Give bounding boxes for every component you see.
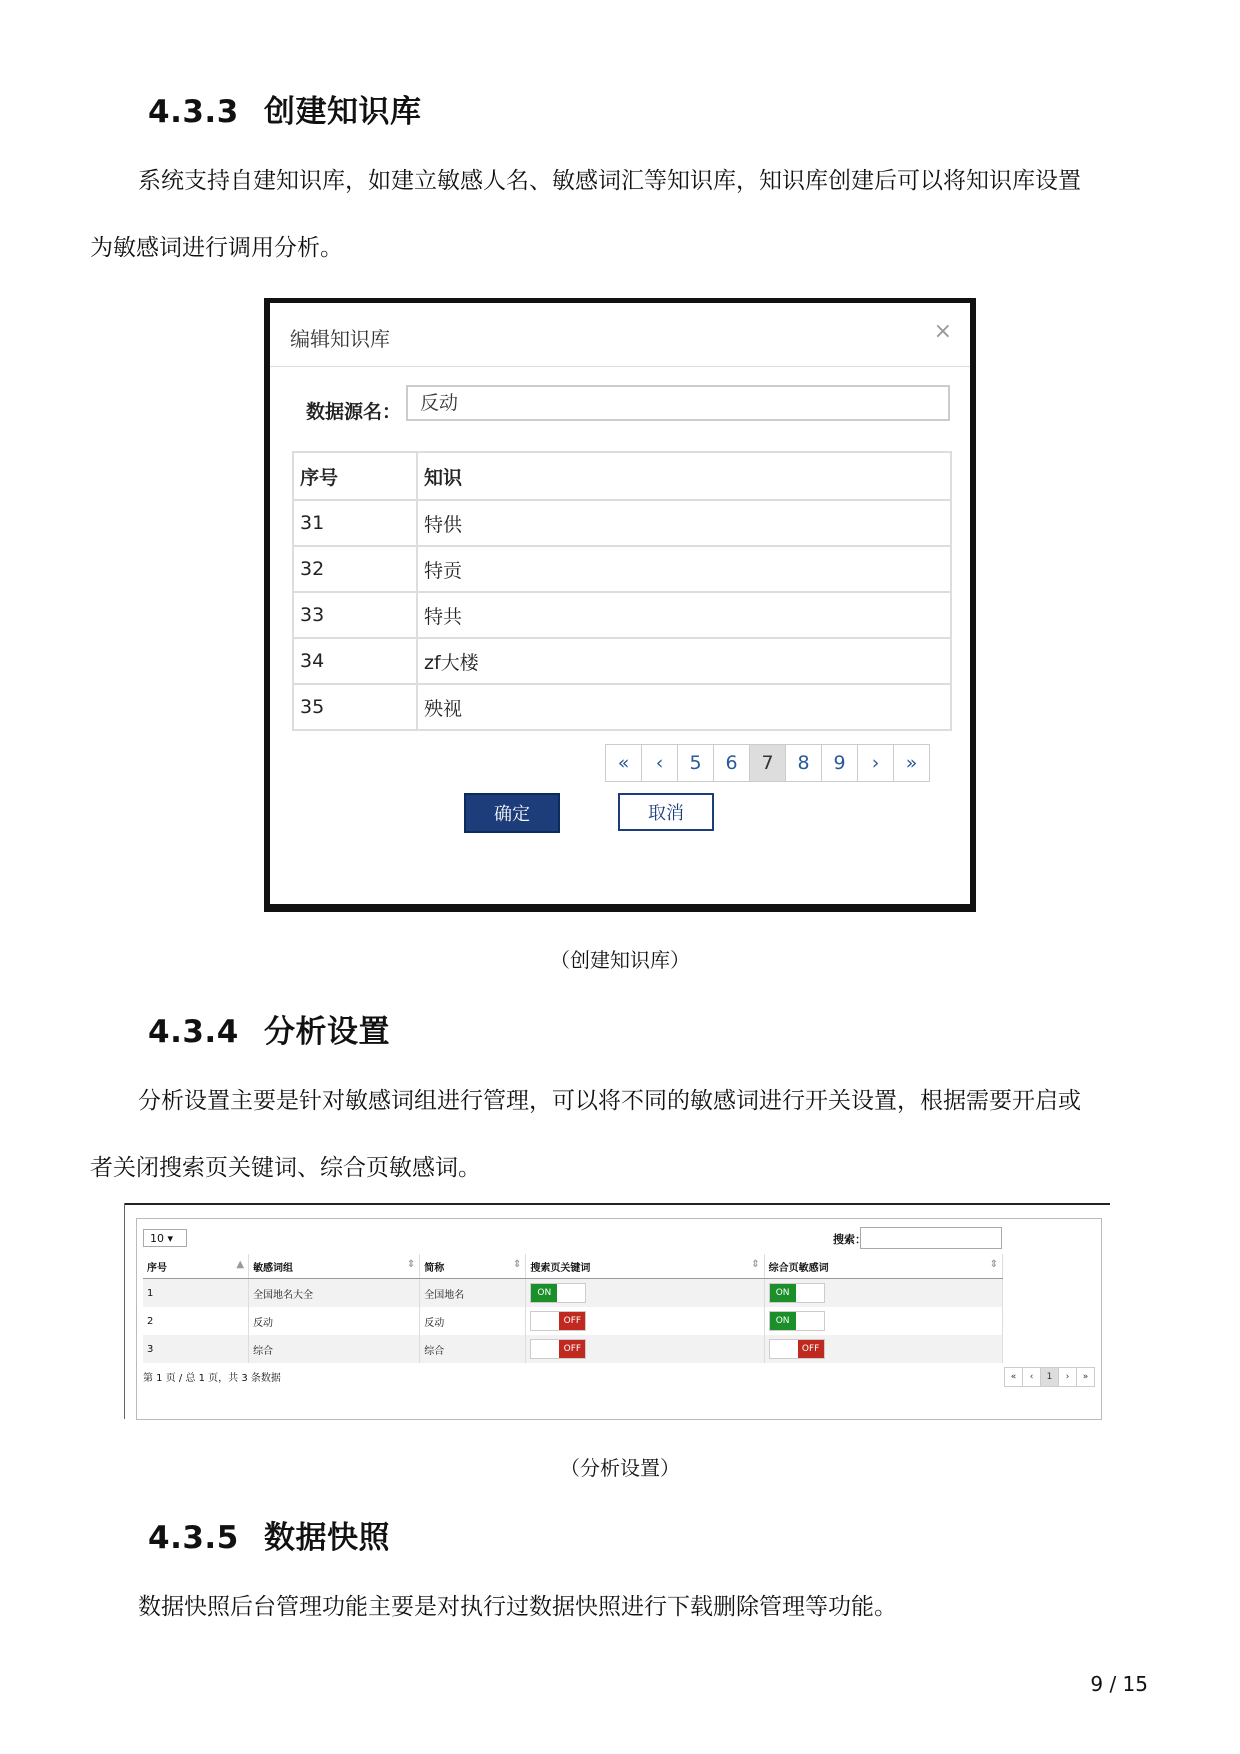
table-row [293,500,951,546]
cell-general-toggle [764,1307,1002,1335]
cell-index: 33 [293,592,417,638]
cell-index: 3 [143,1335,249,1363]
table-row [293,684,951,730]
table-row [143,1307,1003,1335]
pager-first-button[interactable]: « [606,745,642,781]
pager-last-button[interactable]: » [1082,1372,1089,1382]
cell-knowledge: 特贡 [417,546,951,592]
cell-knowledge: zf大楼 [417,638,951,684]
cell-short: 全国地名 [420,1279,526,1308]
pager-last-button[interactable]: » [905,752,918,774]
analysis-pagination [1004,1367,1095,1387]
source-name-label: 数据源名： [306,401,402,423]
figure-knowledge-dialog [264,298,976,912]
confirm-button[interactable]: 确定 [464,793,560,833]
figure-analysis-settings [124,1203,1110,1419]
general-sensitive-toggle[interactable]: OFF [769,1339,825,1359]
sort-icon: ⇕ [989,1258,998,1270]
pager-page-1-current[interactable]: 1 [1041,1368,1059,1386]
section-heading-4-3-3: 4.3.3 创建知识库 [148,94,422,130]
sort-icon: ⇕ [751,1258,760,1270]
pager-page-9[interactable]: 9 [822,745,858,781]
column-header-general-sensitive[interactable]: 综合页敏感词 ⇕ [764,1254,1002,1279]
pager-page-8[interactable]: 8 [786,745,822,781]
table-row [293,592,951,638]
pager-first-button[interactable]: « [1005,1368,1023,1386]
search-keyword-toggle[interactable]: OFF [530,1339,586,1359]
dialog-title: 编辑知识库 [290,327,390,351]
cell-group: 全国地名大全 [249,1279,420,1308]
cell-general-toggle [764,1335,1002,1363]
cell-knowledge: 殃视 [417,684,951,730]
figure-caption-1: （创建知识库） [550,948,690,972]
dialog-divider [270,366,970,367]
knowledge-table [292,451,952,731]
table-row [143,1279,1003,1308]
cell-search-toggle [526,1335,764,1363]
figure-caption-2: （分析设置） [560,1456,680,1480]
cancel-button[interactable]: 取消 [618,793,714,831]
close-icon[interactable]: × [933,319,952,344]
page-length-select[interactable]: 10 ▾ [143,1229,187,1247]
cell-index: 2 [143,1307,249,1335]
paragraph-data-snapshot: 数据快照后台管理功能主要是对执行过数据快照进行下载删除管理等功能。 [138,1594,897,1620]
figure-left-border [124,1203,125,1419]
edit-knowledge-dialog [270,303,970,904]
figure-top-border [124,1203,1110,1205]
cell-search-toggle [526,1279,764,1308]
cell-search-toggle [526,1307,764,1335]
cell-group: 反动 [249,1307,420,1335]
analysis-settings-panel [136,1218,1102,1420]
search-input[interactable] [860,1227,1002,1249]
sort-icon: ⇕ [512,1258,522,1270]
column-header-short[interactable]: 简称 ⇕ [420,1254,526,1279]
analysis-table [143,1254,1003,1363]
search-keyword-toggle[interactable]: ON [530,1283,586,1303]
paragraph-intro-knowledge: 系统支持自建知识库，如建立敏感人名、敏感词汇等知识库，知识库创建后可以将知识库设置 为敏感词进行调用分析。 [90,168,1081,261]
cell-index: 35 [293,684,417,730]
cell-knowledge: 特共 [417,592,951,638]
table-header-row [143,1254,1003,1279]
table-info-text: 第 1 页 / 总 1 页，共 3 条数据 [143,1373,281,1384]
search-label: 搜索： [833,1233,866,1246]
search-keyword-toggle[interactable]: OFF [530,1311,586,1331]
cell-group: 综合 [249,1335,420,1363]
cell-index: 1 [143,1279,249,1308]
cell-index: 32 [293,546,417,592]
column-header-search-keyword[interactable]: 搜索页关键词 ⇕ [526,1254,764,1279]
pager-next-button[interactable]: › [858,745,894,781]
column-header-group[interactable]: 敏感词组 ⇕ [249,1254,420,1279]
page-number: 9 / 15 [1090,1672,1148,1696]
general-sensitive-toggle[interactable]: ON [769,1311,825,1331]
source-name-input[interactable]: 反动 [406,385,950,421]
cell-short: 综合 [420,1335,526,1363]
cell-short: 反动 [420,1307,526,1335]
section-heading-4-3-4: 4.3.4 分析设置 [148,1014,390,1050]
pager-page-6[interactable]: 6 [714,745,750,781]
column-header-index[interactable]: 序号 ▲ [143,1254,249,1279]
table-row [143,1335,1003,1363]
sort-icon: ⇕ [406,1258,416,1270]
column-header-knowledge: 知识 [417,452,951,500]
general-sensitive-toggle[interactable]: ON [769,1283,825,1303]
sort-asc-icon: ▲ [236,1258,245,1270]
table-row [293,546,951,592]
dropdown-arrow-icon: ▾ [167,1232,174,1245]
pager-page-7-current[interactable]: 7 [750,745,786,781]
paragraph-analysis-settings: 分析设置主要是针对敏感词组进行管理，可以将不同的敏感词进行开关设置，根据需要开启或 者关闭搜索页关键词、综合页敏感词。 [90,1088,1081,1181]
pager-next-button[interactable]: › [1059,1368,1077,1386]
cell-index: 34 [293,638,417,684]
table-header-row [293,452,951,500]
cell-index: 31 [293,500,417,546]
pager-prev-button[interactable]: ‹ [642,745,678,781]
cell-knowledge: 特供 [417,500,951,546]
column-header-index: 序号 [293,452,417,500]
pager-prev-button[interactable]: ‹ [1023,1368,1041,1386]
pager-page-5[interactable]: 5 [678,745,714,781]
section-heading-4-3-5: 4.3.5 数据快照 [148,1520,390,1556]
cell-general-toggle [764,1279,1002,1308]
table-row [293,638,951,684]
knowledge-pagination [605,744,930,782]
